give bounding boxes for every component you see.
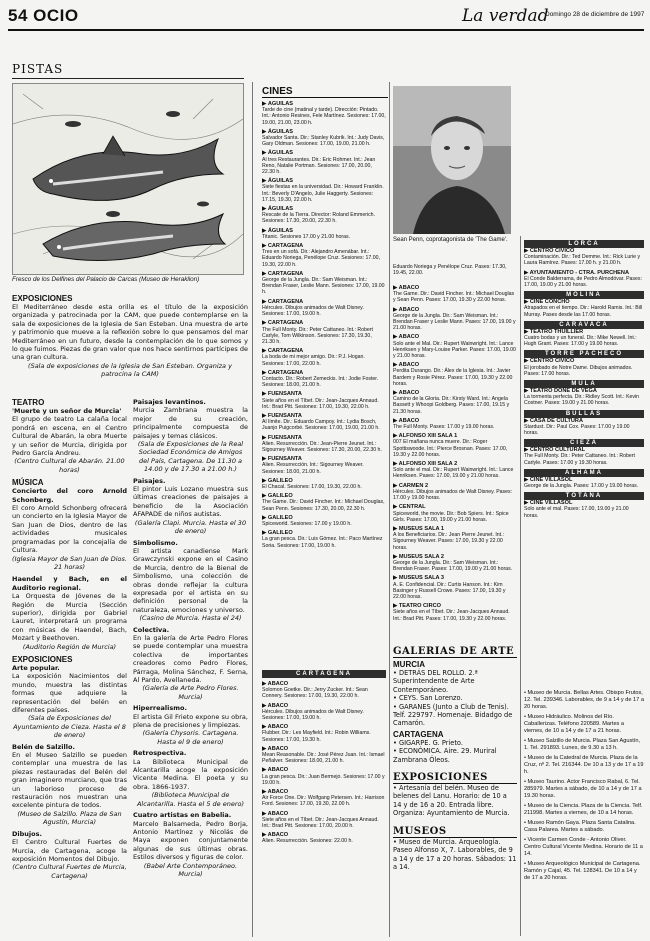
colectiva-text: En la galería de Arte Pedro Flores se puede contemplar una muestra colectiva de importantes creadores como Pedro Flores, Párraga, Molina Sánchez, F. Serna, Al Pardo, Avellaneda.	[133, 633, 248, 684]
cinema-name: ▶ CENTRO CÍVICO	[524, 358, 575, 365]
cartagena-listings	[262, 681, 386, 937]
cinema-listing	[524, 447, 644, 466]
cinema-showing: La gran pesca. Dir.: Luis Gómez. Int.: Paco Martínez Soria. Sesiones: 17.00, 19.00 h.	[262, 536, 383, 549]
cinema-listing	[524, 358, 644, 377]
exposiciones-heading: EXPOSICIONES	[12, 294, 73, 303]
hiperrealismo-title: Hiperrealismo.	[133, 704, 187, 713]
exposiciones-heading-2: EXPOSICIONES	[12, 654, 73, 664]
museum-item: • Museo Taurino. Actor Francisco Rabal, 6. Tel. 285979. Martes a sábado, de 10 a 14 y de 17 a 19.30 horas.	[524, 779, 642, 799]
cinema-listing	[262, 515, 386, 527]
museum-item: • Museo Salzillo de Murcia. Plaza San Agustín, 1. Tel. 291893. Lunes, de 9.30 a 13 h.	[524, 738, 641, 751]
cinema-showing: El Chacal. Sesiones: 17.00, 19.30, 22.00 h.	[262, 483, 362, 490]
lorca-band: LORCA	[524, 240, 644, 248]
cinema-showing: Salvador Santa. Dir.: Stanley Kubrik. Int.: Judy Davis, Gary Oldman. Sesiones: 17.00, 19.00, 21.00 h.	[262, 135, 385, 148]
cinema-showing: Tres en un sofá. Dir.: Alejandro Amenábar. Int.: Eduardo Noriega, Penélope Cruz. Sesiones: 17.00, 19.30, 22.00 h.	[262, 249, 380, 268]
cinema-listing	[524, 248, 644, 267]
center-listings	[393, 285, 517, 641]
teatro-text: El grupo de teatro La calaña local pondrá en escena, en el Centro Cultural de Abarán, la obra Muerte y un señor de Murcia, dirigida por Pedro García Andreu.	[12, 415, 127, 458]
cinema-name: ▶ CENTRAL	[393, 504, 426, 511]
portrait-svg	[393, 86, 511, 234]
cinema-showing: Al límite. Dir.: Eduardo Campoy. Int.: Lydia Bosch, Juanjo Puigcorbé. Sesiones: 17.00, 19.00, 21.00 h.	[262, 419, 380, 432]
cinema-name: ▶ ABACO	[393, 390, 420, 397]
photo-subcaption: Eduardo Noriega y Penélope Cruz. Pases: 17.30, 19.45, 22.00.	[393, 264, 507, 277]
cinema-name: ▶ ABACO	[262, 745, 289, 752]
totana-band: TOTANA	[524, 492, 644, 500]
cinema-showing: Alien. Resurrección. Sesiones: 22.00 h.	[262, 838, 353, 845]
cinema-name: ▶ ÁGUILAS	[262, 206, 294, 213]
cinema-listing	[393, 603, 517, 622]
cinema-listing	[262, 703, 386, 722]
cinema-name: ▶ ALFONSO XIII SALA 1	[393, 433, 458, 440]
cinema-name: ▶ CARTAGENA	[262, 320, 304, 327]
cinema-showing: Solomon Goetke. Dir.: Jerry Zucker. Int.: Sean Connery. Sesiones: 17.00, 19.30, 22.00 h.	[262, 687, 368, 700]
musica-heading: MÚSICA	[12, 478, 44, 488]
gallery-item: • DETRÁS DEL ROLLO. 2.ª Superintendente de Arte Contemporáneo.	[393, 669, 478, 694]
cinema-listing	[262, 724, 386, 743]
cinema-showing: A los Beneficiarios. Dir.: Jean Pierre Jeunet. Int.: Sigourney Weaver. Pases: 17.00, 19.30 y 22.00 horas.	[393, 532, 505, 551]
cinema-name: ▶ ABACO	[262, 702, 289, 709]
teatro-venue: (Centro Cultural de Abarán. 21.00 horas)	[14, 457, 125, 474]
photo-caption: Sean Penn, coprotagonista de 'The Game'.	[393, 237, 508, 243]
regional-listings	[524, 240, 644, 685]
cinema-name: ▶ ABACO	[262, 789, 289, 796]
dibujos-title: Dibujos.	[12, 829, 42, 838]
cinema-showing: The Game. Dir.: David Fincher. Int.: Michael Douglas, Sean Penn. Sesiones: 17.30, 20.00, 22.30 h.	[262, 499, 385, 512]
museum-item: • Vicente Carmen Conde - Antonio Oliver. Centro Cultural Vicente Medina. Horario de 11 a 14.	[524, 837, 643, 857]
teatro-heading: TEATRO	[12, 398, 45, 407]
musica-venue: (Iglesia Mayor de San Juan de Dios. 21 horas)	[12, 554, 127, 571]
page-number: 54	[8, 6, 28, 25]
cinema-name: ▶ ÁGUILAS	[262, 227, 294, 234]
colectiva-venue: (Galería de Arte Pedro Flores. Murcia)	[142, 684, 239, 701]
cinema-name: ▶ ÁGUILAS	[262, 128, 294, 135]
cinema-showing: Hércules. Dibujos animados de Walt Disney. Sesiones: 17.00, 19.00 h.	[262, 708, 364, 722]
cinema-name: ▶ FUENSANTA	[262, 412, 302, 419]
sean-penn-photo	[393, 86, 511, 234]
cinema-showing: Camino de la Gloria. Dir.: Kirsty Ward. Int.: Angela Bassett y Whoopi Goldberg. Pases: 17.00, 19.15 y 21.30 horas.	[393, 396, 510, 415]
cinema-listing	[393, 554, 517, 573]
cinema-showing: Siete años en el Tíbet. Dir.: Jean-Jacques Annaud. Int.: Brad Pitt. Pases: 17.00, 19.30 y 22.00 horas.	[393, 609, 510, 622]
cinema-listing	[262, 243, 386, 268]
salzillo-title: Belén de Salzillo.	[12, 742, 75, 751]
cinema-listing	[262, 435, 386, 454]
cinema-name: ▶ CENTRO CULTURAL	[524, 447, 586, 454]
cinema-name: ▶ TEATRO THUILLIER	[524, 328, 584, 335]
cinema-listing	[262, 101, 386, 126]
galerias-cartagena-label: CARTAGENA	[393, 729, 444, 739]
cinema-listing	[262, 391, 386, 410]
cinema-name: ▶ AYUNTAMIENTO - CTRA. PURCHENA	[524, 269, 629, 276]
cinema-listing	[262, 271, 386, 296]
cinema-name: ▶ ABACO	[393, 306, 420, 313]
cinema-listing	[262, 178, 386, 203]
cinema-listing	[262, 370, 386, 389]
cinema-name: ▶ CARMEN 2	[393, 482, 429, 489]
cinema-listing	[262, 493, 386, 512]
dibujos-text: El Centro Cultural Fuertes de Murcia, de Cartagena, acoge la exposición Momentos del Dibujo.	[12, 838, 127, 863]
cinema-listing	[393, 504, 517, 523]
haendel-venue: (Auditorio Región de Murcia)	[22, 642, 117, 651]
museos-heading: MUSEOS	[393, 826, 517, 838]
cinema-showing: George de la Jungla. Dir.: Sam Weisman. Int.: Brendan Fraser. Pases: 17.00, 19.00 y 21.00 horas.	[393, 559, 513, 573]
haendel-title: Haendel y Bach, en el Auditorio regional.	[12, 575, 127, 592]
cinema-name: ▶ ABACO	[393, 285, 420, 291]
cinema-listing	[524, 329, 644, 348]
pistas-rule	[12, 78, 244, 79]
arte-popular-text: La exposición Nacimientos del mundo, muestra las distintas formas que adquiere la representación del belén en diferentes países.	[12, 672, 127, 714]
cinema-showing: Cuatro bodas y un funeral. Dir.: Mike Newell. Int.: Hugh Grant. Pases: 17.00 y 19.00 horas.	[524, 335, 637, 348]
cinema-showing: Rescate de la Tierra. Director: Roland Emmerich. Sesiones: 17.30, 20.00, 22.30 h.	[262, 212, 376, 225]
cinema-showing: Tarde de cine (matinal y tarde). Dirección: Pintado. Int.: Antonio Resines, Fele Martínez. Sesiones: 17.00, 19.00, 21.00, 23.00 h.	[262, 107, 386, 126]
cinema-showing: Spiceworld, the movie. Dir.: Bob Spiers. Int.: Spice Girls. Pases: 17.00, 19.00 y 21.00 horas.	[393, 510, 509, 523]
retrospectiva-title: Retrospectiva.	[133, 749, 187, 758]
cinema-showing: Contacto. Dir.: Robert Zemeckis. Int.: Jodie Foster. Sesiones: 18.00, 21.00 h.	[262, 375, 379, 389]
cuatro-artistas-venue: (Babel Arte Contemporáneo. Murcia)	[143, 861, 238, 878]
cinema-name: ▶ ABACO	[393, 362, 420, 369]
mediterraneo-text: El Mediterráneo desde esta orilla es el título de la exposición organizada y patrocinada por la CAM, que puede contemplarse en la sala de exposiciones de la Iglesia de San Esteban. Una muestra de arte y patrimonio que mueve a la reflexión sobre lo que pensamos del mar Mediterráneo en un futuro, desde la contemplación de lo que somos y lo que fuimos. Piezas de gran valor que nos hace sentirnos partícipes de una gran cultura.	[12, 303, 248, 362]
paisajes-text: Murcia Zambrana muestra la mejor de su creación, principalmente compuesta de paisajes y temas clásicos.	[133, 406, 248, 440]
musica-text: El coro Arnold Schonberg ofrecerá un concierto en la Iglesia Mayor de San Juan de Dios, dentro de las actividades musicales programadas por la concejalía de Cultura.	[12, 504, 127, 555]
cinema-name: ▶ ÁGUILAS	[262, 101, 294, 107]
mula-band: MULA	[524, 380, 644, 388]
paisajes-venue: (Sala de Exposiciones de la Real Sociedad Económica de Amigos del País, Cartagena. De 11.30 a 14.00 y de 17.30 a 21.00 h.)	[137, 440, 244, 474]
cinema-name: ▶ GALILEO	[262, 530, 293, 537]
cinema-showing: The Full Monty. Dir.: Peter Cattaneo. Int.: Robert Carlyle. Pases: 17.00 y 19.30 horas.	[524, 453, 635, 466]
exposiciones-right-heading: EXPOSICIONES	[393, 772, 517, 784]
paisajes-title: Paisajes levantinos.	[133, 398, 206, 406]
cieza-band: CIEZA	[524, 439, 644, 447]
pistas-heading: PISTAS	[12, 62, 64, 76]
column-divider	[520, 236, 521, 936]
cinema-name: ▶ GALILEO	[262, 514, 293, 521]
simbolismo-title: Simbolismo.	[133, 538, 178, 547]
cinema-showing: Mean Reasonable. Dir.: José Pérez Juan. Int.: Ismael Peñalver. Sesiones: 18.00, 21.00 h.	[262, 752, 385, 765]
cinema-name: ▶ ÁGUILAS	[262, 150, 294, 157]
cinema-showing: Spiceworld. Sesiones: 17.00 y 19.00 h.	[262, 520, 352, 527]
cinema-name: ▶ ABACO	[393, 334, 420, 341]
cinema-name: ▶ ÁGUILAS	[262, 178, 294, 185]
cinema-listing	[524, 388, 644, 407]
cinema-showing: Siete años en el Tíbet. Dir.: Jean-Jacques Annaud. Int.: Brad Pitt. Sesiones: 17.00, 20.00 h.	[262, 816, 379, 830]
cinema-listing	[262, 746, 386, 765]
cuatro-artistas-text: Marcelo Balsameda, Pedro Borja, Antonio Martínez y Nicolás de Maya exponen conjuntamente algunas de sus últimas obras. Estilos diversos y figuras de color.	[133, 819, 248, 862]
cinema-listing	[262, 530, 386, 549]
figure-caption: Fresco de los Delfines del Palacio de Carcas (Museo de Heraklion)	[12, 276, 200, 283]
cinema-name: ▶ FUENSANTA	[262, 434, 302, 441]
cinema-name: ▶ TEATRO DOÑE DE VEGA	[524, 388, 597, 395]
cinema-showing: Siete años en el Tíbet. Dir.: Jean-Jacques Annaud. Int.: Brad Pitt. Sesiones: 17.00, 19.30, 22.00 h.	[262, 397, 379, 410]
exhibition-item: • Artesanía del belén. Museo de belenes del Lanu. Horario: de 10 a 14 y de 16 a 20. Entrada libre. Organiza: Ayuntamiento de Murcia.	[393, 784, 510, 818]
molina-band: MOLINA	[524, 291, 644, 299]
cinema-name: ▶ CARTAGENA	[262, 298, 304, 305]
cinema-showing: George de la Jungla. Dir.: Sam Weisman. Int.: Brendan Fraser y Leslie Mann. Pases: 17.00, 19.00 y 21.00 horas.	[393, 312, 516, 332]
cinema-name: ▶ MUSEUS SALA 3	[393, 575, 445, 582]
alhama-band: ALHAMA	[524, 469, 644, 477]
header-rule	[8, 29, 644, 31]
cinema-showing: La tormenta perfecta. Dir.: Ridley Scott. Int.: Kevin Costner. Pases: 19.00 y 21.00 horas.	[524, 394, 640, 407]
museum-item: • Museo Hidráulico. Molinos del Río. Caballerizas. Teléfono 220589. Martes a viernes, de 10 a 14 y de 17 a 21 horas.	[524, 714, 625, 734]
cinema-showing: A. E. Confidencial. Dir.: Curtis Hanson. Int.: Kim Basinger y Russell Crowe. Pases: 17.00, 19.30 y 22.00 horas.	[393, 581, 506, 600]
cinema-name: ▶ CARTAGENA	[262, 369, 304, 376]
cinema-listing	[393, 483, 517, 502]
cinema-name: ▶ GALILEO	[262, 477, 293, 484]
cuatro-artistas-title: Cuatro artistas en Babelia.	[133, 811, 232, 820]
cinema-listing	[262, 348, 386, 367]
paisajes2-title: Paisajes.	[133, 476, 166, 485]
cinema-showing: 007 El mañana nunca muere. Dir.: Roger Spottiswoode. Int.: Pierce Brosnan. Pases: 17.00, 19.30 y 22.00 horas.	[393, 439, 508, 458]
cinema-listing	[262, 478, 386, 490]
gallery-item: • GARANES (Junto a Club de Tenis). Telf. 229797. Homenaje. Bidadgo de Camarón.	[393, 702, 513, 728]
cinema-listing	[524, 299, 644, 318]
galerias-section	[393, 646, 517, 936]
cinema-showing: The Full Monty. Pases: 17.00 y 19.00 horas.	[393, 424, 495, 431]
museum-item: • Museo de Murcia. Arqueología. Paseo Alfonso X, 7. Laborables, de 9 a 14 y de 17 a 20 horas. Sábados: 11 a 14.	[393, 837, 517, 871]
torre-pacheco-band: TORRE PACHECO	[524, 350, 644, 358]
cinema-name: ▶ CINE CONCHO	[524, 299, 570, 306]
gallery-item: • GIGARPE. G. Prieto.	[393, 738, 463, 747]
paisajes2-text: El pintor Luis Lozano muestra sus últimas creaciones de paisajes a beneficio de la Asociación AFAPADE de niños autistas.	[133, 485, 248, 519]
paisajes2-venue: (Galería Clapi. Murcia. Hasta el 30 de enero)	[134, 518, 247, 536]
cinema-name: ▶ ABACO	[262, 832, 289, 839]
museum-item: • Museo de la Ciencia. Plaza de la Ciencia. Telf. 211998. Martes a viernes, de 10 a 14 horas.	[524, 803, 643, 816]
cinema-listing	[262, 811, 386, 830]
retrospectiva-text: La Biblioteca Municipal de Alcantarilla acoge la exposición Vicente Medina. El poeta y su obra. 1866-1937.	[133, 757, 248, 791]
cinema-name: ▶ CARTAGENA	[262, 348, 304, 355]
salzillo-venue: (Museo de Salzillo. Plaza de San Agustín, Murcia)	[17, 809, 122, 827]
gallery-item: • ECONÓMICA. Aire. 29. Muriral Zambrana Óleos.	[393, 747, 497, 764]
cinema-showing: Atrapados en el tiempo. Dir.: Harold Ramis. Int.: Bill Murray. Pases desde las 17.00 horas.	[524, 305, 643, 318]
page-header-left	[8, 6, 79, 26]
section-name: OCIO	[33, 6, 79, 25]
cinema-listing	[262, 681, 386, 700]
cinema-listing	[393, 526, 517, 551]
cinema-name: ▶ ABACO	[262, 810, 289, 817]
cinema-listing	[524, 418, 644, 437]
cinema-name: ▶ CINE VILLASOL	[524, 500, 573, 507]
cinema-listing	[524, 477, 644, 489]
galerias-heading: GALERÍAS DE ARTE	[393, 646, 517, 658]
simbolismo-venue: (Casino de Murcia. Hasta el 24)	[139, 614, 242, 623]
cines-rule	[262, 97, 388, 98]
issue-date: Domingo 28 de diciembre de 1997	[545, 11, 645, 18]
salzillo-text: En el Museo Salzillo se pueden contemplar una muestra de las piezas restauradas del Belén del gran imaginero murciano, que tras un laborioso proceso de restauración nos muestran una excelente pintura de todos.	[12, 751, 127, 810]
cinema-name: ▶ FUENSANTA	[262, 456, 302, 463]
hiperrealismo-text: El artista Gil Frieto expone su obra, plena de precisiones y limpiezas.	[133, 712, 248, 730]
cinema-listing	[262, 767, 386, 786]
cinema-showing: Flubber. Dir.: Les Mayfield. Int.: Robin Williams. Sesiones: 17.00, 19.30 h.	[262, 730, 371, 743]
cinema-showing: Solo ante el mal. Pases: 17.00, 19.00 y 21.00 horas.	[524, 506, 629, 519]
cinema-listing	[262, 206, 386, 225]
cinema-name: ▶ CINE VILLASOL	[524, 476, 573, 483]
cinema-name: ▶ ABACO	[262, 767, 289, 774]
museum-item: • Museo Ramón Gaya. Plaza Santa Catalina. Casa Palarea. Martes a sábado.	[524, 820, 636, 833]
column-one-left	[12, 398, 127, 880]
cinema-showing: Siete fiestas en la universidad. Dir.: Howard Franklin. Int.: Beverly D'Angelo, Julie Haggerty. Sesiones: 17.15, 19.30, 22.00 h.	[262, 184, 384, 203]
cinema-listing	[393, 334, 517, 359]
retrospectiva-venue: (Biblioteca Municipal de Alcantarilla. Hasta el 5 de enero)	[136, 791, 245, 808]
cinema-listing	[262, 832, 386, 844]
cinema-listing	[262, 228, 386, 240]
mediterraneo-venue: (Sala de exposiciones de la Iglesia de San Esteban. Organiza y patrocina la CAM)	[28, 361, 232, 379]
haendel-text: La Orquesta de Jóvenes de la Región de Murcia (Sección superior), dirigida por Gabriel Lauret, interpretará un programa con músicas de Haendel, Bach, Mozart y Beethoven.	[12, 592, 127, 643]
cinema-showing: Contaminación. Dir.: Ted Demme. Int.: Rick Lurie y Laura Ramírez. Pases: 17.00 h. y 21.00 h.	[524, 254, 641, 267]
cinema-listing	[393, 307, 517, 332]
cinema-showing: El Conde Balderrama, de Pedro Almodóvar. Pases: 17.00, 19.00 y 21.00 horas.	[524, 275, 642, 289]
cinema-name: ▶ CARTAGENA	[262, 270, 304, 277]
cinema-listing	[262, 789, 386, 808]
simbolismo-text: El artista canadiense Mark Grawczynski expone en el Casino de Murcia, dentro de la Bienal de Simbolismo, una colección de obras donde reflejar la cultura expresada por el artista en su definición personal de la naturaleza, emociones y universo.	[133, 546, 248, 614]
cines-heading: CINES	[262, 86, 293, 97]
cinema-showing: Air Force One. Dir.: Wolfgang Petersen. Int.: Harrison Ford. Sesiones: 17.00, 19.30, 22.00 h.	[262, 795, 385, 808]
column-divider	[389, 82, 390, 937]
cinema-showing: Alien. Resurrección. Int.: Sigourney Weaver. Sesiones: 18.00, 21.00 h.	[262, 462, 364, 475]
cinema-showing: La boda de mi mejor amigo. Dir.: P.J. Hogan. Sesiones: 17.00, 22.00 h.	[262, 354, 365, 367]
caravaca-band: CARAVACA	[524, 321, 644, 329]
newspaper-brand: La verdad	[462, 6, 549, 26]
cinema-listing	[524, 500, 644, 519]
cinema-listing	[393, 362, 517, 387]
cinema-name: ▶ ABACO	[262, 681, 289, 687]
cinema-showing: Stardust. Dir.: Paul Cox. Pases: 17.00 y 19.00 horas.	[524, 423, 630, 437]
cinema-showing: The Game. Dir.: David Fincher. Int.: Michael Douglas y Sean Penn. Pases: 17.00, 19.30 y 22.00 horas.	[393, 291, 515, 304]
cinema-listing	[524, 270, 644, 289]
cinema-showing: George de la Jungla. Dir.: Sam Weisman. Int.: Brendan Fraser, Leslie Mann. Sesiones: 17.00, 19.00 h.	[262, 277, 385, 296]
cinema-name: ▶ CARTAGENA	[262, 243, 304, 250]
cinema-name: ▶ ALFONSO XIII SALA 2	[393, 461, 458, 468]
cinema-listing	[262, 413, 386, 432]
column-one-right	[133, 398, 248, 878]
cinema-showing: La gran pesca. Dir.: Juan Bermejo. Sesiones: 17.00 y 19.00 h.	[262, 773, 385, 786]
bullas-band: BULLAS	[524, 410, 644, 418]
colectiva-title: Colectiva.	[133, 625, 170, 634]
cinema-listing	[262, 456, 386, 475]
cinema-showing: Al tres Restaurantes. Dir.: Eric Rohmer. Int.: Jean Reno, Natalie Portman. Sesiones: 17.00, 20.00, 22.30 h.	[262, 156, 376, 176]
cinema-name: ▶ MUSEUS SALA 1	[393, 525, 445, 532]
dolphin-fresco-svg	[13, 84, 243, 274]
museum-item: • Museo de la Catedral de Murcia. Plaza de la Cruz, nº 2. Tel. 216344. De 10 a 13 y de 17 a 19 h.	[524, 755, 644, 775]
dolphin-fresco-illustration	[12, 83, 244, 275]
cinema-showing: Solo ante el mal. Dir.: Rupert Wainwright. Int.: Lance Henriksen. Pases: 17.00, 19.00 y 21.00 horas.	[393, 467, 514, 480]
cinema-listing	[393, 285, 517, 304]
cinema-name: ▶ TEATRO CIRCO	[393, 603, 442, 610]
cinema-showing: Solo ante el Mal. Dir.: Rupert Wainwright. Int.: Lance Henriksen y Mary-Louise Parker. Pases: 17.00, 19.00 y 21.00 horas.	[393, 340, 516, 360]
cinema-name: ▶ CENTRO CIVICO	[524, 248, 575, 254]
arte-popular-title: Arte popular.	[12, 663, 60, 672]
cinema-listing	[262, 320, 386, 345]
gallery-item: • CEYS. San Lorenzo.	[393, 694, 463, 703]
galerias-murcia-label: MURCIA	[393, 660, 425, 669]
cinema-name: ▶ MUSEUS SALA 2	[393, 553, 445, 560]
hiperrealismo-venue: (Galería Chysoris. Cartagena. Hasta el 9 de enero)	[142, 729, 239, 746]
cinema-listing	[393, 418, 517, 430]
column-one	[12, 294, 248, 379]
cinema-listing	[393, 390, 517, 415]
cinema-listing	[262, 129, 386, 148]
cinema-name: ▶ CASA DE CULTURA	[524, 417, 583, 424]
cinema-listing	[393, 433, 517, 458]
cartagena-band: CARTAGENA	[262, 670, 386, 678]
cinema-listing	[262, 299, 386, 318]
cinema-name: ▶ ABACO	[393, 417, 420, 424]
cines-listings	[262, 101, 386, 667]
cinema-showing: El jorobado de Notre Dame. Dibujos animados. Pases: 17.00 horas.	[524, 364, 633, 377]
cinema-showing: Hércules. Dibujos animados de Walt Disney. Sesiones: 17.00, 19.00 h.	[262, 304, 364, 318]
museum-item: • Museo de Murcia. Bellas Artes. Obispo Frutos, 12. Tel. 239346. Laborables, de 9 a 14 y de 17 a 20 horas.	[524, 690, 644, 710]
cinema-name: ▶ ABACO	[262, 724, 289, 731]
cinema-showing: Titanic. Sesiones 17.00 y 21.00 horas.	[262, 233, 351, 240]
museos-right-column	[524, 690, 644, 936]
dibujos-venue: (Centro Cultural Fuertes de Murcia, Cartagena)	[12, 863, 127, 880]
cinema-showing: Perdita Durango. Dir.: Álex de la Iglesia. Int.: Javier Bardem y Rosie Pérez. Pases: 17.00, 19.30 y 22.00 horas.	[393, 368, 513, 387]
cinema-name: ▶ GALILEO	[262, 493, 293, 500]
musica-subtitle: Concierto del coro Arnold Schonberg.	[12, 487, 127, 504]
cinema-showing: Alien. Resurrección. Dir.: Jean-Pierre Jeunet. Int.: Sigourney Weaver. Sesiones: 17.30, 20.00, 22.30 h.	[262, 440, 382, 453]
cinema-listing	[262, 150, 386, 175]
cinema-showing: George de la Jungla. Pases: 17.00 y 19.00 horas.	[524, 483, 639, 490]
arte-popular-venue: (Sala de Exposiciones del Ayuntamiento de Cieza. Hasta el 8 de enero)	[13, 714, 126, 740]
cinema-showing: Hércules. Dibujos animados de Walt Disney. Pases: 17.00 y 19.00 horas.	[393, 488, 513, 502]
column-divider	[252, 82, 253, 937]
cinema-showing: The Full Monty. Dir.: Peter Cattaneo. Int.: Robert Carlyle, Tom Wilkinson. Sesiones: 17.30, 19.30, 21.30 h.	[262, 326, 373, 345]
teatro-subtitle: 'Muerte y un señor de Murcia'	[12, 407, 122, 415]
cinema-listing	[393, 575, 517, 600]
museum-item: • Museo Arqueológico Municipal de Cartagena. Ramón y Cajal, 45. Tel. 128341. De 10 a 14 y de 17 a 20 horas.	[524, 861, 641, 881]
cinema-listing	[393, 461, 517, 480]
cinema-name: ▶ FUENSANTA	[262, 391, 302, 398]
